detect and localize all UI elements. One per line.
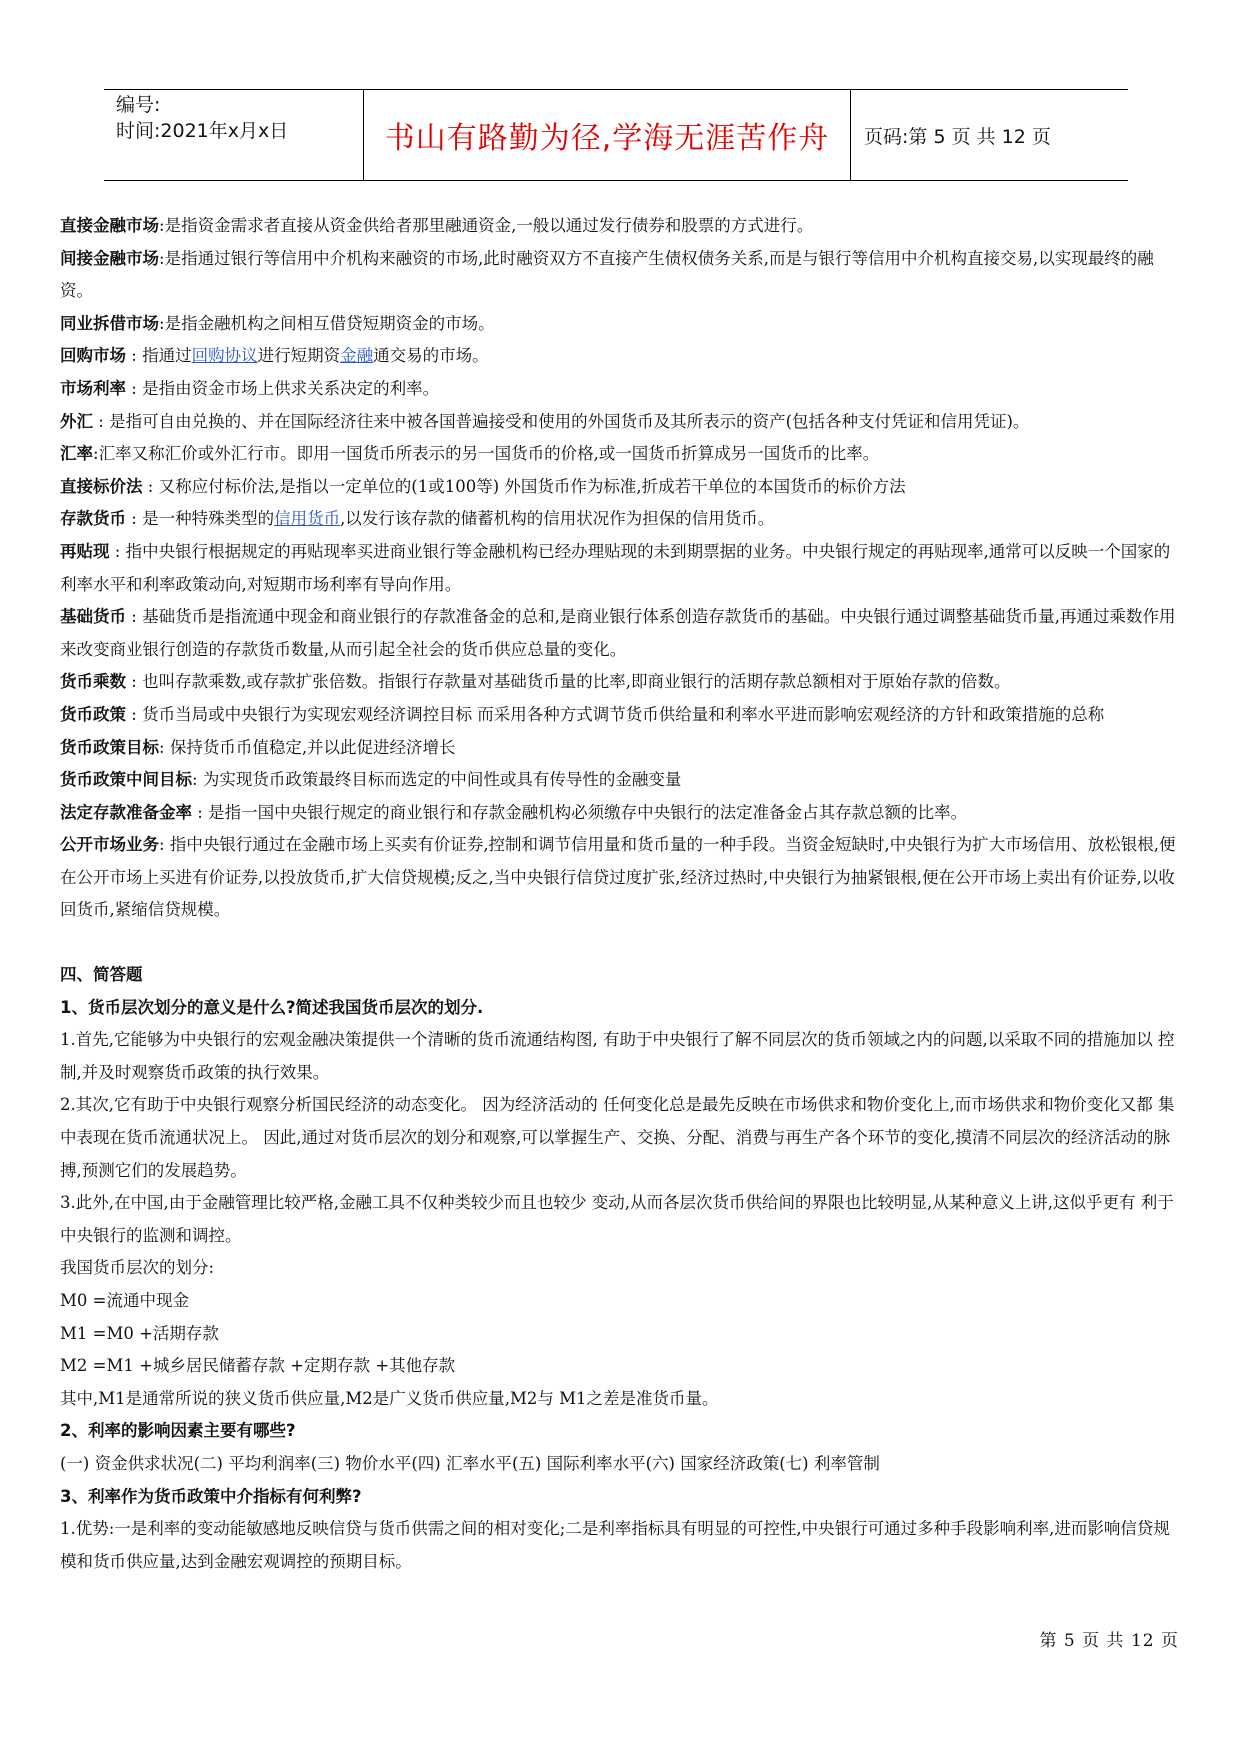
term-paragraph: 市场利率 : 是指由资金市场上供求关系决定的利率。 xyxy=(60,378,440,398)
answer-paragraph: 3.此外,在中国,由于金融管理比较严格,金融工具不仅种类较少而且也较少 变动,从而各层次货币供给间的界限也比较明显,从某种意义上讲,这似乎更有 利于中央银行的监测和调控。 xyxy=(60,1193,1174,1245)
header-motto: 书山有路勤为径,学海无涯苦作舟 xyxy=(384,121,830,156)
document-body xyxy=(60,210,1180,1578)
term-paragraph: 公开市场业务: 指中央银行通过在金融市场上买卖有价证券,控制和调节信用量和货币量的一种手段。当资金短缺时,中央银行为扩大市场信用、放松银根,便在公开市场上买进有价证券,以投放货币,扩大信贷规模;反之,当中央银行信贷过度扩张,经济过热时,中央银行为抽紧银根,便在公开市场上卖出有价证券,以收回货币,紧缩信贷规模。 xyxy=(60,835,1176,920)
header-divider xyxy=(363,90,364,180)
answer-paragraph: 1.优势:一是利率的变动能敏感地反映信贷与货币供需之间的相对变化;二是利率指标具有明显的可控性,中央银行可通过多种手段影响利率,进而影响信贷规模和货币供应量,达到金融宏观调控的预期目标。 xyxy=(60,1519,1170,1571)
term-paragraph: 直接金融市场:是指资金需求者直接从资金供给者那里融通资金,一般以通过发行债券和股票的方式进行。 xyxy=(60,216,814,235)
money-level-m2: M2 =M1 +城乡居民储蓄存款 +定期存款 +其他存款 xyxy=(60,1356,456,1376)
document-header xyxy=(104,89,1128,181)
money-level-m0: M0 =流通中现金 xyxy=(60,1291,189,1310)
repo-agreement-link[interactable]: 回购协议 xyxy=(191,346,258,366)
header-meta xyxy=(116,90,356,180)
header-time-label: 时间:2021年x月x日 xyxy=(116,120,289,142)
answer-paragraph: 其中,M1是通常所说的狭义货币供应量,M2是广义货币供应量,M2与 M1之差是准货币量。 xyxy=(60,1388,719,1408)
header-number-label: 编号: xyxy=(116,94,161,116)
money-level-m1: M1 =M0 +活期存款 xyxy=(60,1323,219,1343)
term-paragraph: 同业拆借市场:是指金融机构之间相互借贷短期资金的市场。 xyxy=(60,313,495,333)
term-paragraph: 货币政策中间目标: 为实现货币政策最终目标而选定的中间性或具有传导性的金融变量 xyxy=(60,770,682,790)
term-paragraph: 基础货币 : 基础货币是指流通中现金和商业银行的存款准备金的总和,是商业银行体系创造存款货币的基础。中央银行通过调整基础货币量,再通过乘数作用来改变商业银行创造的存款货币数量,从而引起全社会的货币供应总量的变化。 xyxy=(60,607,1176,659)
term-paragraph: 法定存款准备金率 : 是指一国中央银行规定的商业银行和存款金融机构必须缴存中央银行的法定准备金占其存款总额的比率。 xyxy=(60,802,968,822)
term-paragraph: 回购市场 : 指通过回购协议进行短期资金融通交易的市场。 xyxy=(60,346,489,366)
question-title: 3、利率作为货币政策中介指标有何利弊? xyxy=(60,1486,362,1506)
term-paragraph: 存款货币 : 是一种特殊类型的信用货币,以发行该存款的储蓄机构的信用状况作为担保的信用货币。 xyxy=(60,509,775,529)
question-title: 1、货币层次划分的意义是什么?简述我国货币层次的划分. xyxy=(60,997,484,1017)
term-paragraph: 外汇 : 是指可自由兑换的、并在国际经济往来中被各国普遍接受和使用的外国货币及其所表示的资产(包括各种支付凭证和信用凭证)。 xyxy=(60,411,1030,431)
term-paragraph: 间接金融市场:是指通过银行等信用中介机构来融资的市场,此时融资双方不直接产生债权债务关系,而是与银行等信用中介机构直接交易,以实现最终的融资。 xyxy=(60,248,1154,301)
answer-paragraph: 我国货币层次的划分: xyxy=(60,1258,215,1278)
header-divider xyxy=(850,90,851,180)
term-paragraph: 再贴现 : 指中央银行根据规定的再贴现率买进商业银行等金融机构已经办理贴现的未到期票据的业务。中央银行规定的再贴现率,通常可以反映一个国家的利率水平和利率政策动向,对短期市场利率有导向作用。 xyxy=(60,541,1171,594)
question-title: 2、利率的影响因素主要有哪些? xyxy=(60,1421,296,1441)
term-paragraph: 货币政策 : 货币当局或中央银行为实现宏观经济调控目标 而采用各种方式调节货币供给量和利率水平进而影响宏观经济的方针和政策措施的总称 xyxy=(60,704,1105,724)
credit-money-link[interactable]: 信用货币 xyxy=(274,509,341,529)
answer-paragraph: 1.首先,它能够为中央银行的宏观金融决策提供一个清晰的货币流通结构图, 有助于中央银行了解不同层次的货币领域之内的问题,以采取不同的措施加以 控制,并及时观察货币政策的执行效果。 xyxy=(60,1030,1175,1082)
term-paragraph: 汇率:汇率又称汇价或外汇行市。即用一国货币所表示的另一国货币的价格,或一国货币折算成另一国货币的比率。 xyxy=(60,444,880,464)
term-paragraph: 货币政策目标: 保持货币币值稳定,并以此促进经济增长 xyxy=(60,737,456,757)
header-page-number: 页码:第 5 页 共 12 页 xyxy=(864,125,1051,148)
term-paragraph: 直接标价法 : 又称应付标价法,是指以一定单位的(1或100等) 外国货币作为标准,折成若干单位的本国货币的标价方法 xyxy=(60,476,906,496)
term-paragraph: 货币乘数 : 也叫存款乘数,或存款扩张倍数。指银行存款量对基础货币量的比率,即商业银行的活期存款总额相对于原始存款的倍数。 xyxy=(60,672,1011,692)
answer-paragraph: (一) 资金供求状况(二) 平均利润率(三) 物价水平(四) 汇率水平(五) 国际利率水平(六) 国家经济政策(七) 利率管制 xyxy=(60,1453,880,1473)
finance-link[interactable]: 金融 xyxy=(340,346,374,366)
section-title: 四、简答题 xyxy=(60,965,143,985)
answer-paragraph: 2.其次,它有助于中央银行观察分析国民经济的动态变化。 因为经济活动的 任何变化总是最先反映在市场供求和物价变化上,而市场供求和物价变化又都 集中表现在货币流通状况上。 因此,通过对货币层次的划分和观察,可以掌握生产、交换、分配、消费与再生产各个环节的变化,摸清不同层次的经济活动的脉搏,预测它们的发展趋势。 xyxy=(60,1095,1175,1180)
page-footer: 第 5 页 共 12 页 xyxy=(1039,1631,1179,1651)
